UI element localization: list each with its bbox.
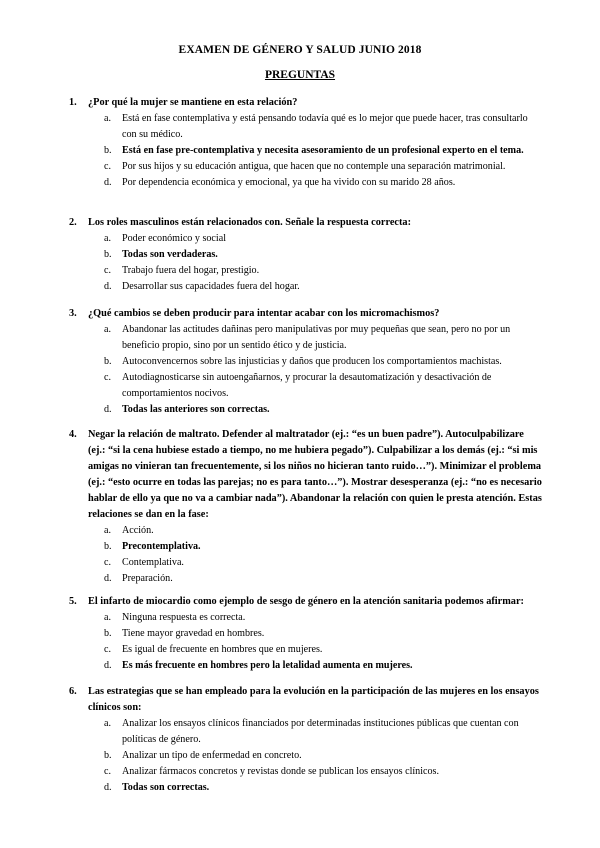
option-c [0, 159, 600, 175]
option-a [0, 322, 600, 354]
question-stem [0, 427, 600, 523]
option-text: Autoconvencernos sobre las injusticias y daños que producen los comportamientos machistas. [122, 356, 502, 367]
option-text: Todas son verdaderas. [122, 249, 218, 260]
question-4 [0, 427, 600, 587]
option-c [0, 764, 600, 780]
option-text: Analizar fármacos concretos y revistas donde se publican los ensayos clínicos. [122, 766, 440, 777]
option-text: Ninguna respuesta es correcta. [122, 612, 246, 623]
option-c [0, 263, 600, 279]
section-heading: PREGUNTAS [264, 69, 336, 81]
option-text: Preparación. [122, 573, 173, 584]
question-number: 3. [69, 308, 77, 319]
question-3 [0, 306, 600, 418]
option-letter: c. [104, 372, 112, 383]
question-2 [0, 215, 600, 295]
option-a [0, 716, 600, 748]
option-text: Analizar los ensayos clínicos financiados por determinadas instituciones públicas que cuentan con políticas de género. [122, 718, 519, 745]
option-letter: c. [104, 161, 112, 172]
option-d [0, 279, 600, 295]
question-number: 1. [69, 97, 77, 108]
option-list [0, 231, 600, 295]
question-number: 5. [69, 596, 77, 607]
option-text: Precontemplativa. [122, 541, 201, 552]
option-a [0, 610, 600, 626]
option-list [0, 610, 600, 674]
option-text: Analizar un tipo de enfermedad en concreto. [122, 750, 302, 761]
option-b [0, 626, 600, 642]
question-number: 4. [69, 429, 77, 440]
option-text: Autodiagnosticarse sin autoengañarnos, y procurar la desautomatización y desactivación de comportamientos nocivos. [122, 372, 492, 399]
option-d-correct [0, 780, 600, 796]
option-letter: b. [104, 145, 112, 156]
option-letter: b. [104, 541, 112, 552]
option-a [0, 523, 600, 539]
question-stem [0, 215, 600, 231]
option-text: Poder económico y social [122, 233, 226, 244]
option-b-correct [0, 247, 600, 263]
option-text: Abandonar las actitudes dañinas pero manipulativas por muy pequeñas que sean, pero no por un beneficio propio, sino por un sentido ético y de justicia. [122, 324, 511, 351]
option-letter: a. [104, 718, 112, 729]
question-text: El infarto de miocardio como ejemplo de sesgo de género en la atención sanitaria podemos afirmar: [88, 596, 524, 607]
question-6 [0, 684, 600, 796]
question-stem [0, 684, 600, 716]
question-stem [0, 594, 600, 610]
question-stem [0, 95, 600, 111]
option-list [0, 322, 600, 418]
option-text: Tiene mayor gravedad en hombres. [122, 628, 265, 639]
option-d [0, 571, 600, 587]
option-b-correct [0, 539, 600, 555]
exam-title: EXAMEN DE GÉNERO Y SALUD JUNIO 2018 [178, 44, 422, 56]
option-letter: d. [104, 281, 112, 292]
option-text: Está en fase contemplativa y está pensando todavía qué es lo mejor que puede hacer, tras consultarlo con su médico. [122, 113, 528, 140]
option-text: Acción. [122, 525, 154, 536]
option-letter: a. [104, 233, 112, 244]
option-letter: d. [104, 573, 112, 584]
option-b-correct [0, 143, 600, 159]
option-letter: c. [104, 557, 112, 568]
option-c [0, 370, 600, 402]
question-number: 2. [69, 217, 77, 228]
option-letter: a. [104, 612, 112, 623]
option-letter: c. [104, 265, 112, 276]
option-text: Está en fase pre-contemplativa y necesita asesoramiento de un profesional experto en el tema. [122, 145, 524, 156]
question-text: ¿Qué cambios se deben producir para intentar acabar con los micromachismos? [88, 308, 440, 319]
question-1 [0, 95, 600, 191]
option-letter: d. [104, 404, 112, 415]
option-letter: c. [104, 766, 112, 777]
option-text: Por dependencia económica y emocional, ya que ha vivido con su marido 28 años. [122, 177, 456, 188]
option-letter: a. [104, 113, 112, 124]
option-text: Todas son correctas. [122, 782, 210, 793]
option-text: Todas las anteriores son correctas. [122, 404, 270, 415]
option-b [0, 748, 600, 764]
option-b [0, 354, 600, 370]
question-text: Los roles masculinos están relacionados con. Señale la respuesta correcta: [88, 217, 411, 228]
option-letter: d. [104, 782, 112, 793]
option-list [0, 716, 600, 796]
question-stem [0, 306, 600, 322]
question-number: 6. [69, 686, 77, 697]
option-letter: b. [104, 750, 112, 761]
option-letter: d. [104, 177, 112, 188]
question-text: Las estrategias que se han empleado para la evolución en la participación de las mujeres en los ensayos clínicos son: [88, 686, 539, 713]
question-text: Negar la relación de maltrato. Defender al maltratador (ej.: “es un buen padre”). Autoculpabilizare (ej.: “si la cena hubiese estado a tiempo, no me hubiera pegado”). Culpabilizar a los demás (ej.: “si mis amigas no vinieran tan frecuentemente, si los niños no hicieran tanto ruido…”). Minimizar el problema (ej.: “esto ocurre en todas las parejas; no es para tanto…”). Mostrar desesperanza (ej.: “no es necesario hablar de ello ya que no va a cambiar nada”). Abandonar la relación con quien le presta atención. Estas relaciones se dan en la fase: [88, 429, 542, 520]
option-text: Desarrollar sus capacidades fuera del hogar. [122, 281, 300, 292]
option-a [0, 231, 600, 247]
question-5 [0, 594, 600, 674]
option-text: Es igual de frecuente en hombres que en mujeres. [122, 644, 323, 655]
option-text: Trabajo fuera del hogar, prestigio. [122, 265, 260, 276]
option-text: Por sus hijos y su educación antigua, que hacen que no contemple una separación matrimonial. [122, 161, 506, 172]
option-a [0, 111, 600, 143]
option-list [0, 111, 600, 191]
option-text: Es más frecuente en hombres pero la letalidad aumenta en mujeres. [122, 660, 413, 671]
option-list [0, 523, 600, 587]
option-letter: b. [104, 628, 112, 639]
option-d [0, 175, 600, 191]
option-letter: b. [104, 356, 112, 367]
option-text: Contemplativa. [122, 557, 184, 568]
option-letter: b. [104, 249, 112, 260]
option-d-correct [0, 658, 600, 674]
option-letter: a. [104, 525, 112, 536]
option-letter: c. [104, 644, 112, 655]
option-d-correct [0, 402, 600, 418]
option-c [0, 642, 600, 658]
option-c [0, 555, 600, 571]
option-letter: a. [104, 324, 112, 335]
option-letter: d. [104, 660, 112, 671]
question-text: ¿Por qué la mujer se mantiene en esta relación? [88, 97, 298, 108]
